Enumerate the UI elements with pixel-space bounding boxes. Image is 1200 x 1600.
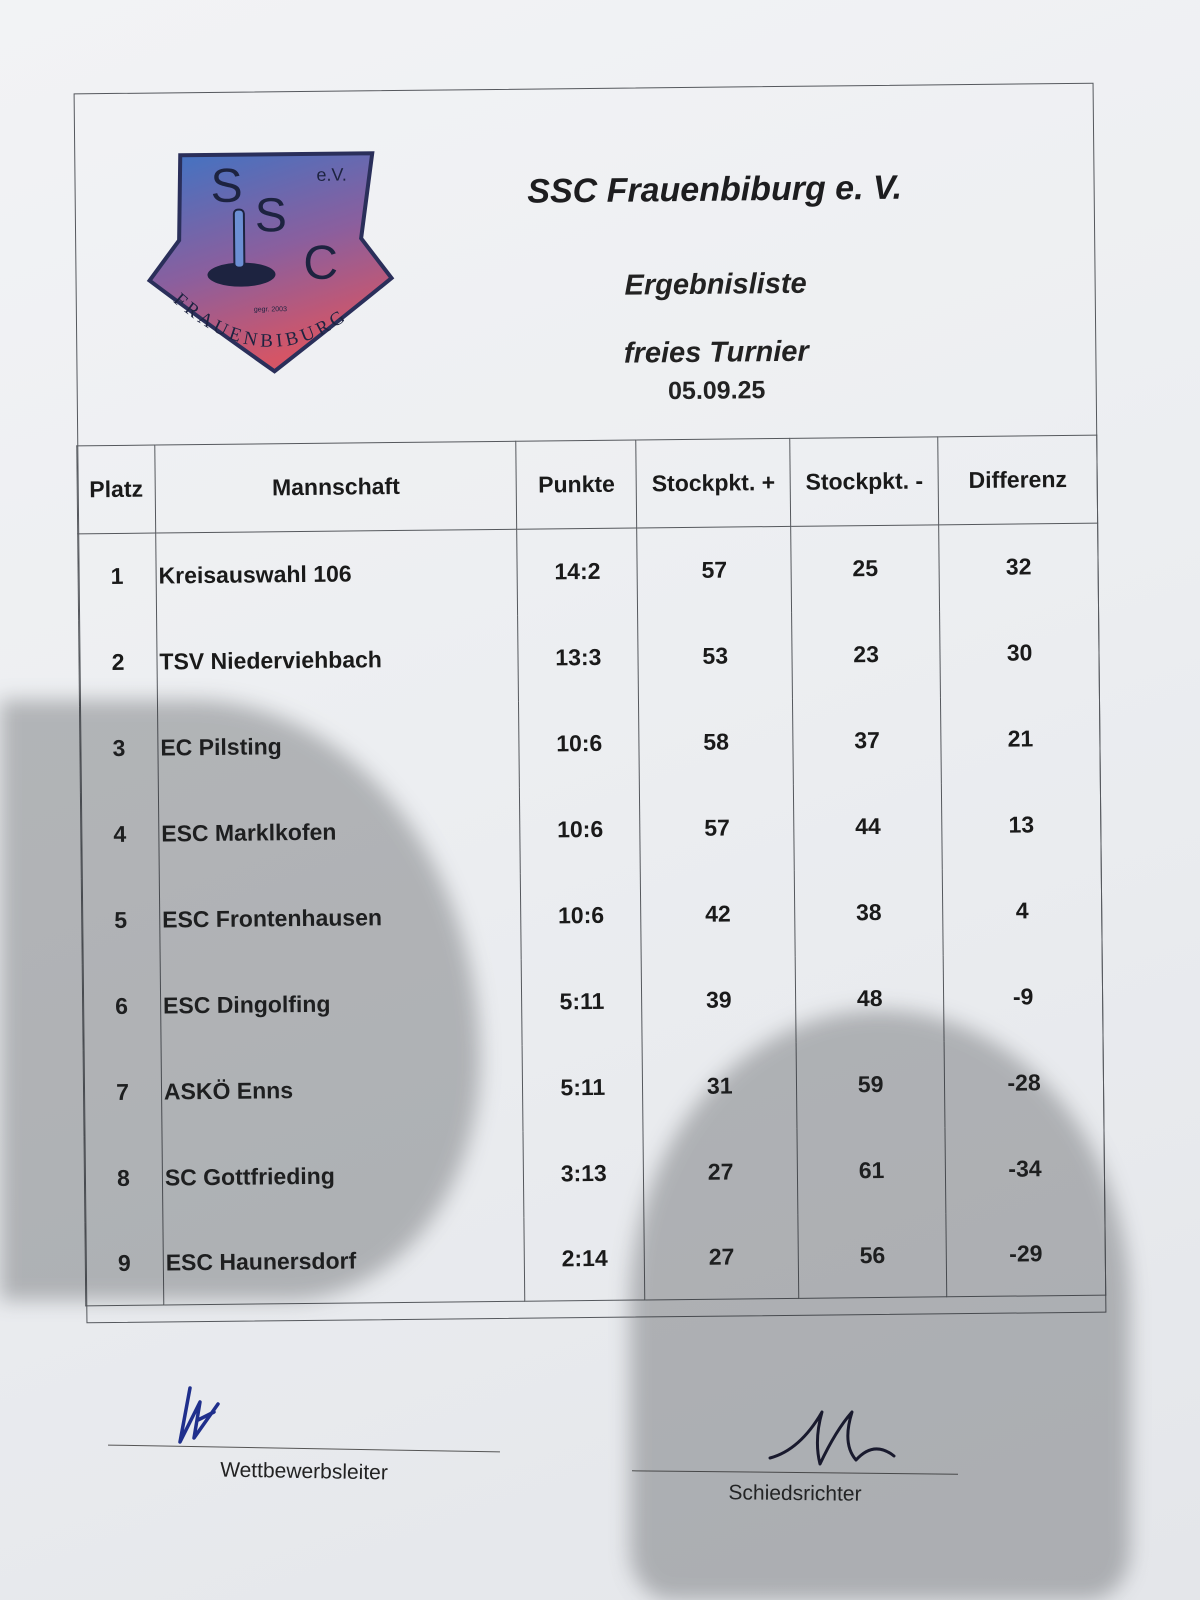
logo-letter-3: C [303,236,339,290]
cell-punkte: 10:6 [519,700,640,787]
cell-team: ESC Frontenhausen [159,873,521,963]
table-row [80,695,1101,792]
cell-differenz: 32 [939,523,1099,611]
cell-punkte: 5:11 [522,1044,643,1131]
cell-platz: 6 [82,963,161,1050]
cell-stockpunkte-plus: 27 [644,1214,799,1300]
club-logo [140,138,402,381]
cell-team: EC Pilsting [157,701,519,791]
cell-differenz: -28 [944,1039,1104,1127]
cell-differenz: 30 [940,609,1100,697]
cell-platz: 5 [81,877,160,964]
header-stockpunkte-plus: Stockpkt. + [636,438,791,528]
cell-stockpunkte-minus: 56 [798,1213,947,1299]
signature-label-schiedsrichter: Schiedsrichter [728,1481,862,1506]
cell-stockpunkte-plus: 42 [641,870,796,958]
cell-team: TSV Niederviehbach [157,615,519,705]
table-row [83,1039,1104,1136]
cell-team: ESC Marklkofen [158,787,520,877]
cell-stockpunkte-minus: 48 [795,955,944,1043]
cell-team: ESC Dingolfing [160,959,522,1049]
signature-mark-right [760,1400,900,1480]
curling-handle-icon [234,210,245,268]
table-row [82,953,1103,1050]
cell-stockpunkte-plus: 57 [640,784,795,872]
header-mannschaft: Mannschaft [155,441,517,533]
header-stockpunkte-minus: Stockpkt. - [790,437,939,527]
cell-platz: 3 [80,705,159,792]
results-document [74,83,1107,1324]
cell-punkte: 14:2 [517,528,638,615]
cell-stockpunkte-plus: 58 [639,698,794,786]
cell-platz: 2 [79,619,158,706]
cell-differenz: -29 [946,1211,1106,1297]
table-row [85,1211,1106,1306]
signature-mark-left [170,1380,230,1450]
table-row [80,781,1101,878]
cell-stockpunkte-minus: 25 [791,525,940,613]
cell-differenz: -34 [945,1125,1105,1213]
cell-differenz: 13 [941,781,1101,869]
table-row [84,1125,1105,1222]
event-date: 05.09.25 [667,376,766,406]
cell-stockpunkte-minus: 23 [792,611,941,699]
cell-platz: 4 [80,791,159,878]
cell-stockpunkte-plus: 53 [638,612,793,700]
cell-stockpunkte-plus: 27 [643,1128,798,1216]
cell-team: Kreisauswahl 106 [156,529,518,619]
results-table [76,435,1106,1307]
cell-stockpunkte-minus: 37 [793,697,942,785]
cell-stockpunkte-minus: 61 [797,1127,946,1215]
cell-platz: 1 [78,533,157,620]
event-name: freies Turnier [623,335,809,370]
table-row [79,609,1100,706]
logo-ring-textpath: FRAUENBIBURG [169,289,353,352]
document-subtitle: Ergebnisliste [624,267,807,302]
cell-differenz: 4 [942,867,1102,955]
cell-differenz: -9 [943,953,1103,1041]
table-row [78,523,1099,620]
logo-letter-2: S [254,189,288,243]
club-title: SSC Frauenbiburg e. V. [527,168,903,211]
cell-team: ASKÖ Enns [161,1045,523,1135]
cell-punkte: 5:11 [522,958,643,1045]
cell-punkte: 10:6 [520,786,641,873]
cell-team: ESC Haunersdorf [163,1217,525,1305]
cell-punkte: 13:3 [518,614,639,701]
cell-stockpunkte-minus: 44 [794,783,943,871]
signature-label-wettbewerbsleiter: Wettbewerbsleiter [219,1458,389,1485]
header-platz: Platz [77,445,156,534]
cell-punkte: 3:13 [523,1130,644,1217]
table-row [81,867,1102,964]
cell-team: SC Gottfrieding [162,1131,524,1221]
cell-platz: 9 [85,1221,164,1306]
logo-letter-1: S [210,159,243,213]
cell-stockpunkte-minus: 59 [796,1041,945,1129]
cell-stockpunkte-plus: 39 [641,956,796,1044]
logo-founded: gegr. 2003 [253,306,287,314]
table-header-row [77,435,1098,534]
header-punkte: Punkte [516,440,637,529]
cell-punkte: 10:6 [521,872,642,959]
logo-badge: e.V. [316,164,347,185]
cell-platz: 7 [83,1049,162,1136]
cell-punkte: 2:14 [524,1216,645,1301]
cell-stockpunkte-minus: 38 [794,869,943,957]
cell-stockpunkte-plus: 57 [637,526,792,614]
cell-stockpunkte-plus: 31 [642,1042,797,1130]
cell-platz: 8 [84,1135,163,1222]
header-differenz: Differenz [938,435,1098,525]
cell-differenz: 21 [941,695,1101,783]
